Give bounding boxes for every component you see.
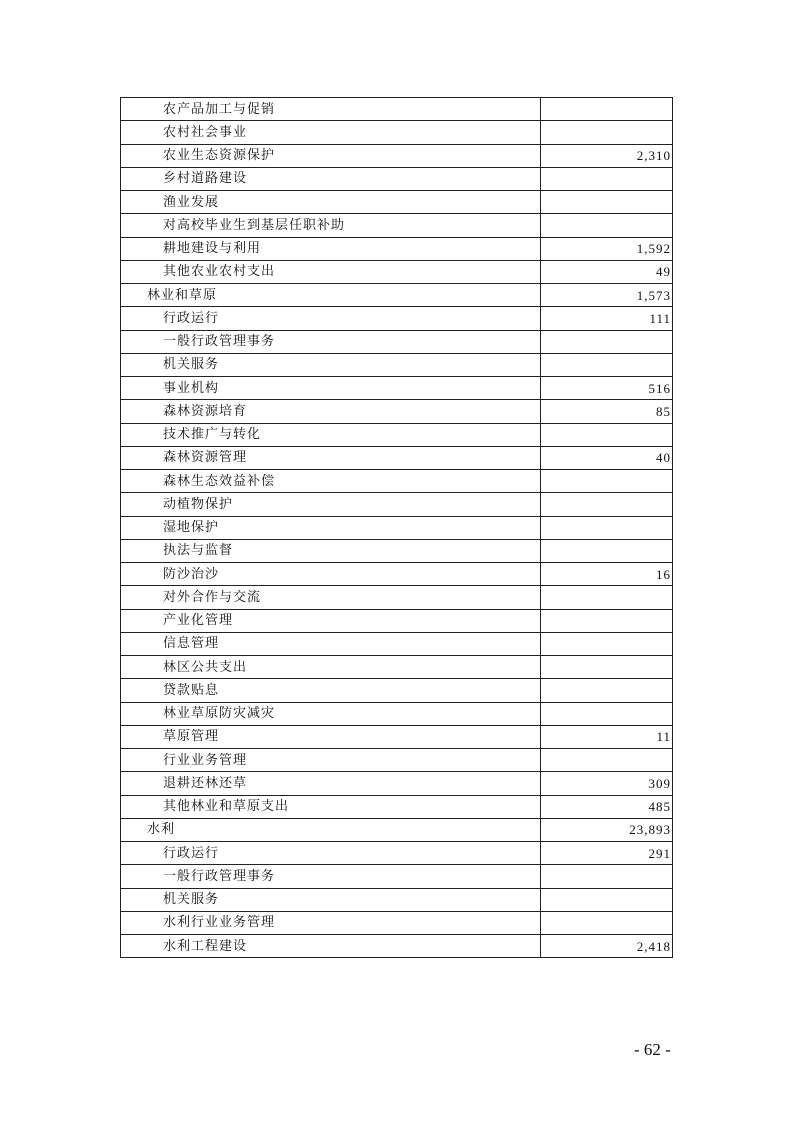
row-item-name: 一般行政管理事务 bbox=[121, 865, 541, 888]
row-item-name: 信息管理 bbox=[121, 632, 541, 655]
row-amount: 85 bbox=[541, 400, 673, 423]
row-item-name: 水利工程建设 bbox=[121, 935, 541, 958]
table-row bbox=[121, 377, 673, 400]
row-item-name: 执法与监督 bbox=[121, 539, 541, 562]
table-row bbox=[121, 237, 673, 260]
row-item-name: 技术推广与转化 bbox=[121, 423, 541, 446]
row-item-name: 农业生态资源保护 bbox=[121, 144, 541, 167]
row-item-name: 湿地保护 bbox=[121, 516, 541, 539]
table-row bbox=[121, 656, 673, 679]
row-amount: 111 bbox=[541, 307, 673, 330]
expenditure-table-body bbox=[121, 98, 673, 958]
table-row bbox=[121, 144, 673, 167]
row-amount bbox=[541, 470, 673, 493]
table-row bbox=[121, 121, 673, 144]
table-row bbox=[121, 353, 673, 376]
row-item-name: 事业机构 bbox=[121, 377, 541, 400]
table-row bbox=[121, 191, 673, 214]
row-item-name: 耕地建设与利用 bbox=[121, 237, 541, 260]
row-item-name: 水利行业业务管理 bbox=[121, 911, 541, 934]
row-amount: 485 bbox=[541, 795, 673, 818]
row-item-name: 一般行政管理事务 bbox=[121, 330, 541, 353]
table-row bbox=[121, 632, 673, 655]
row-amount bbox=[541, 888, 673, 911]
row-amount: 23,893 bbox=[541, 818, 673, 841]
row-amount: 11 bbox=[541, 725, 673, 748]
row-item-name: 退耕还林还草 bbox=[121, 772, 541, 795]
row-amount: 1,573 bbox=[541, 284, 673, 307]
table-row bbox=[121, 539, 673, 562]
row-item-name: 森林资源管理 bbox=[121, 446, 541, 469]
table-row bbox=[121, 702, 673, 725]
row-amount bbox=[541, 423, 673, 446]
row-amount bbox=[541, 539, 673, 562]
row-amount bbox=[541, 865, 673, 888]
table-row bbox=[121, 330, 673, 353]
row-amount bbox=[541, 98, 673, 121]
table-row bbox=[121, 563, 673, 586]
row-item-name: 其他农业农村支出 bbox=[121, 260, 541, 283]
row-amount bbox=[541, 353, 673, 376]
row-item-name: 农产品加工与促销 bbox=[121, 98, 541, 121]
table-row bbox=[121, 888, 673, 911]
row-amount bbox=[541, 702, 673, 725]
table-row bbox=[121, 609, 673, 632]
row-item-name: 渔业发展 bbox=[121, 191, 541, 214]
table-row bbox=[121, 679, 673, 702]
row-amount bbox=[541, 493, 673, 516]
table-row bbox=[121, 586, 673, 609]
row-item-name: 水利 bbox=[121, 818, 541, 841]
row-item-name: 其他林业和草原支出 bbox=[121, 795, 541, 818]
row-item-name: 森林资源培育 bbox=[121, 400, 541, 423]
row-amount bbox=[541, 191, 673, 214]
row-item-name: 动植物保护 bbox=[121, 493, 541, 516]
row-amount: 40 bbox=[541, 446, 673, 469]
row-amount: 2,310 bbox=[541, 144, 673, 167]
table-row bbox=[121, 935, 673, 958]
table-row bbox=[121, 818, 673, 841]
row-amount bbox=[541, 679, 673, 702]
row-item-name: 农村社会事业 bbox=[121, 121, 541, 144]
row-item-name: 林业和草原 bbox=[121, 284, 541, 307]
table-row bbox=[121, 842, 673, 865]
row-item-name: 机关服务 bbox=[121, 353, 541, 376]
row-amount bbox=[541, 214, 673, 237]
row-amount bbox=[541, 516, 673, 539]
row-item-name: 行政运行 bbox=[121, 842, 541, 865]
table-row bbox=[121, 214, 673, 237]
row-item-name: 行政运行 bbox=[121, 307, 541, 330]
row-amount: 16 bbox=[541, 563, 673, 586]
row-amount bbox=[541, 632, 673, 655]
row-item-name: 产业化管理 bbox=[121, 609, 541, 632]
page-number: - 62 - bbox=[634, 1040, 671, 1059]
table-row bbox=[121, 772, 673, 795]
row-amount bbox=[541, 656, 673, 679]
row-item-name: 贷款贴息 bbox=[121, 679, 541, 702]
row-item-name: 行业业务管理 bbox=[121, 749, 541, 772]
row-item-name: 森林生态效益补偿 bbox=[121, 470, 541, 493]
expenditure-table bbox=[120, 97, 673, 958]
table-row bbox=[121, 470, 673, 493]
row-amount bbox=[541, 330, 673, 353]
table-row bbox=[121, 167, 673, 190]
row-amount: 49 bbox=[541, 260, 673, 283]
row-amount: 2,418 bbox=[541, 935, 673, 958]
row-item-name: 草原管理 bbox=[121, 725, 541, 748]
table-row bbox=[121, 516, 673, 539]
row-amount: 309 bbox=[541, 772, 673, 795]
row-amount bbox=[541, 121, 673, 144]
row-amount bbox=[541, 911, 673, 934]
table-row bbox=[121, 98, 673, 121]
row-item-name: 乡村道路建设 bbox=[121, 167, 541, 190]
row-amount bbox=[541, 167, 673, 190]
row-item-name: 林业草原防灾减灾 bbox=[121, 702, 541, 725]
table-row bbox=[121, 911, 673, 934]
row-amount bbox=[541, 609, 673, 632]
row-amount: 516 bbox=[541, 377, 673, 400]
table-row bbox=[121, 307, 673, 330]
row-amount: 291 bbox=[541, 842, 673, 865]
table-row bbox=[121, 260, 673, 283]
table-row bbox=[121, 493, 673, 516]
table-row bbox=[121, 423, 673, 446]
row-amount: 1,592 bbox=[541, 237, 673, 260]
row-item-name: 林区公共支出 bbox=[121, 656, 541, 679]
row-item-name: 机关服务 bbox=[121, 888, 541, 911]
table-row bbox=[121, 284, 673, 307]
row-item-name: 对外合作与交流 bbox=[121, 586, 541, 609]
table-row bbox=[121, 446, 673, 469]
row-item-name: 防沙治沙 bbox=[121, 563, 541, 586]
row-amount bbox=[541, 586, 673, 609]
table-row bbox=[121, 795, 673, 818]
table-row bbox=[121, 749, 673, 772]
table-row bbox=[121, 865, 673, 888]
row-item-name: 对高校毕业生到基层任职补助 bbox=[121, 214, 541, 237]
table-row bbox=[121, 725, 673, 748]
table-row bbox=[121, 400, 673, 423]
row-amount bbox=[541, 749, 673, 772]
